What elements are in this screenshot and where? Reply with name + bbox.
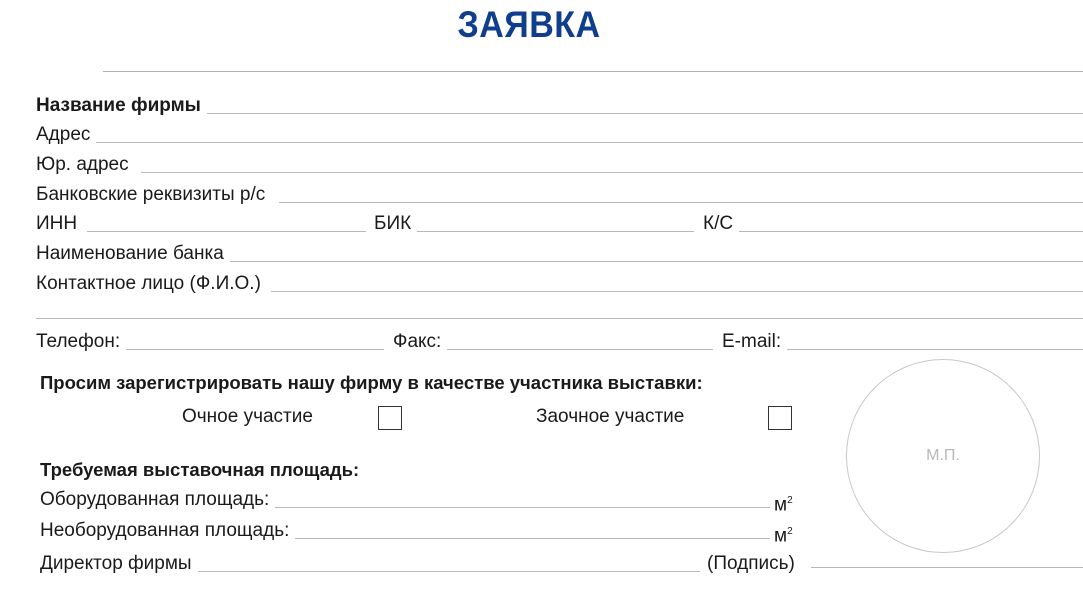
director-label: Директор фирмы [40, 553, 192, 574]
legal-address-row [36, 153, 1083, 177]
bik-row [374, 212, 694, 236]
phone-line[interactable] [126, 349, 384, 350]
bank-name-label: Наименование банка [36, 243, 224, 264]
bank-details-line[interactable] [279, 202, 1083, 203]
email-row [722, 330, 1083, 354]
inn-row [36, 212, 366, 236]
address-line[interactable] [96, 142, 1083, 143]
fax-row [393, 330, 713, 354]
fax-label: Факс: [393, 331, 442, 352]
bik-label: БИК [374, 213, 412, 234]
unequipped-area-line[interactable] [295, 538, 770, 539]
bank-details-label: Банковские реквизиты р/с [36, 184, 266, 205]
equipped-area-line[interactable] [275, 507, 770, 508]
legal-address-label: Юр. адрес [36, 154, 129, 175]
unequipped-area-unit: $м^2$ [774, 525, 793, 547]
address-label: Адрес [36, 124, 91, 145]
title-divider [103, 71, 1083, 72]
blank-line[interactable] [36, 318, 1083, 319]
signature-label: (Подпись) [707, 553, 795, 574]
contact-person-line[interactable] [271, 291, 1083, 292]
ks-line[interactable] [739, 231, 1083, 232]
bank-name-line[interactable] [230, 261, 1083, 262]
company-name-line[interactable] [207, 113, 1083, 114]
bank-name-row [36, 242, 1083, 266]
inn-line[interactable] [87, 231, 366, 232]
company-name-row [36, 94, 1083, 118]
equipped-area-row [40, 488, 770, 512]
bik-line[interactable] [417, 231, 694, 232]
email-label: E-mail: [722, 331, 782, 352]
equipped-area-label: Оборудованная площадь: [40, 489, 270, 510]
email-line[interactable] [787, 349, 1083, 350]
unequipped-area-label: Необорудованная площадь: [40, 520, 290, 541]
ks-label: К/С [703, 213, 734, 234]
area-heading: Требуемая выставочная площадь: [40, 459, 360, 480]
director-row [40, 552, 700, 576]
director-line[interactable] [198, 571, 700, 572]
address-row [36, 123, 1083, 147]
company-name-label: Название фирмы [36, 95, 201, 116]
remote-label: Заочное участие [536, 406, 685, 427]
ks-row [703, 212, 1083, 236]
inn-label: ИНН [36, 213, 78, 234]
contact-person-label: Контактное лицо (Ф.И.О.) [36, 273, 261, 294]
bank-details-row [36, 183, 1083, 207]
phone-row [36, 330, 384, 354]
unequipped-area-row [40, 519, 770, 543]
registration-heading: Просим зарегистрировать нашу фирму в качестве участника выставки: [40, 372, 703, 393]
contact-person-row [36, 272, 1083, 296]
stamp-label: М.П. [926, 447, 960, 464]
in-person-checkbox[interactable] [378, 406, 402, 430]
signature-line[interactable] [811, 567, 1083, 568]
in-person-label: Очное участие [182, 406, 313, 427]
legal-address-line[interactable] [141, 172, 1083, 173]
remote-checkbox[interactable] [768, 406, 792, 430]
equipped-area-unit: $м^2$ [774, 494, 793, 516]
phone-label: Телефон: [36, 331, 121, 352]
fax-line[interactable] [447, 349, 713, 350]
form-title: ЗАЯВКА [457, 4, 601, 45]
